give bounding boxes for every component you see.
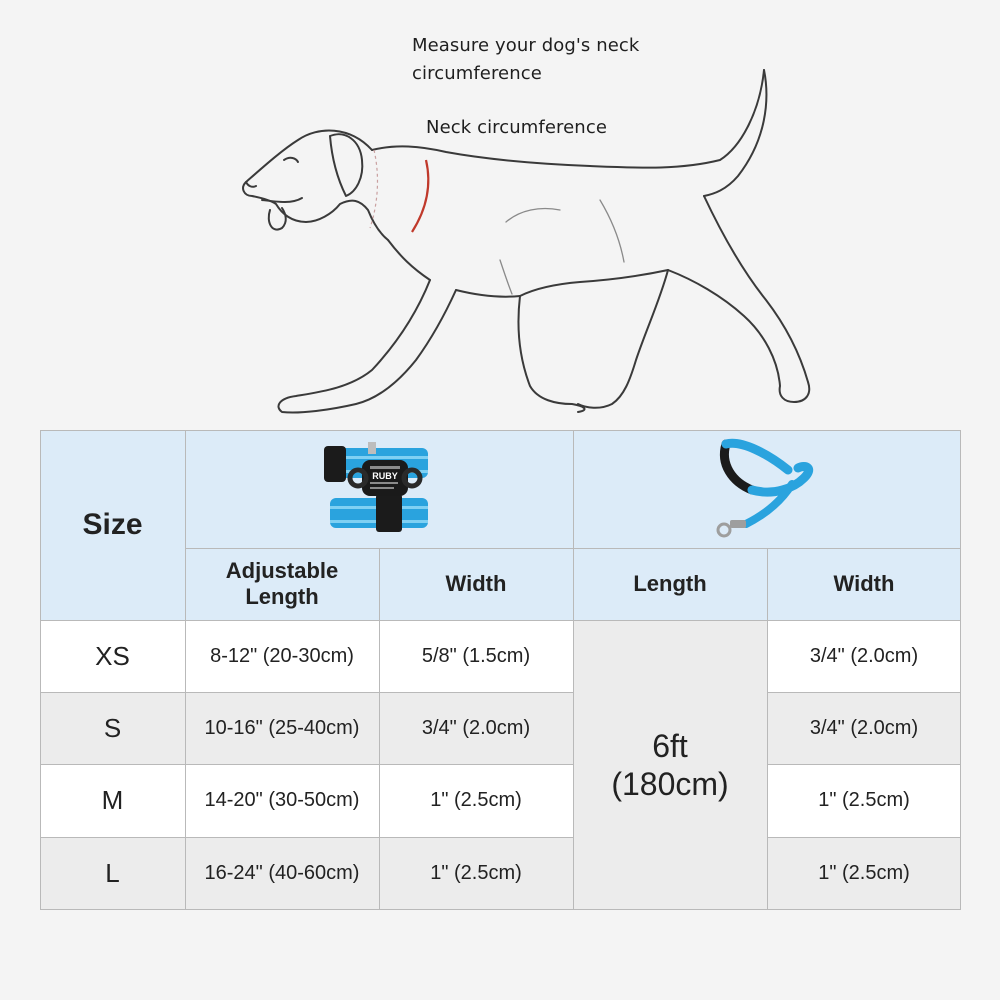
leash-length-value [573, 620, 767, 910]
leash-icon [712, 434, 822, 544]
leash-image-cell [573, 430, 961, 548]
size-table [40, 430, 961, 910]
measure-instruction [412, 32, 672, 88]
size-label-xs: XS [40, 620, 185, 692]
measure-line-2: circumference [412, 63, 542, 84]
size-label-l: L [40, 837, 185, 910]
collar-length-m: 14-20" (30-50cm) [185, 764, 379, 837]
neck-measure-line [412, 160, 428, 232]
leash-length-header: Length [573, 548, 767, 620]
leash-width-m: 1" (2.5cm) [767, 764, 961, 837]
collar-width-header: Width [379, 548, 573, 620]
collar-width-l: 1" (2.5cm) [379, 837, 573, 910]
leash-length-cm: (180cm) [611, 766, 729, 802]
size-label-m: M [40, 764, 185, 837]
collar-width-s: 3/4" (2.0cm) [379, 692, 573, 764]
adjustable-label: Adjustable [225, 558, 339, 583]
collar-name-badge: RUBY [372, 471, 398, 481]
leash-width-header: Width [767, 548, 961, 620]
collar-image-cell [185, 430, 573, 548]
leash-width-l: 1" (2.5cm) [767, 837, 961, 910]
leash-width-s: 3/4" (2.0cm) [767, 692, 961, 764]
collar-width-m: 1" (2.5cm) [379, 764, 573, 837]
collar-adjustable-length-header [185, 548, 379, 620]
neck-label: Neck circumference [426, 117, 607, 138]
collar-length-l: 16-24" (40-60cm) [185, 837, 379, 910]
collar-width-xs: 5/8" (1.5cm) [379, 620, 573, 692]
leash-length-ft: 6ft [652, 728, 688, 764]
size-header: Size [40, 430, 185, 620]
length-label: Length [245, 584, 319, 609]
measure-line-1: Measure your dog's neck [412, 35, 640, 56]
leash-width-xs: 3/4" (2.0cm) [767, 620, 961, 692]
collar-length-s: 10-16" (25-40cm) [185, 692, 379, 764]
collar-icon [324, 434, 434, 544]
collar-length-xs: 8-12" (20-30cm) [185, 620, 379, 692]
size-label-s: S [40, 692, 185, 764]
